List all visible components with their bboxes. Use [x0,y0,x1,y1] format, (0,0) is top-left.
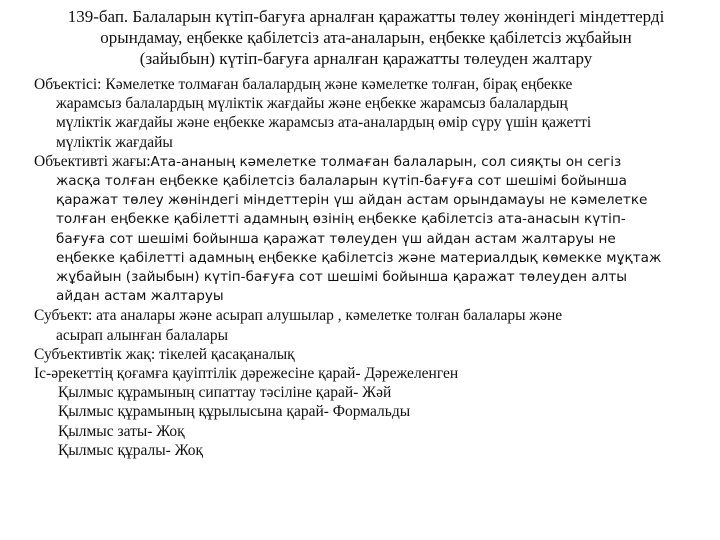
object-line: мүліктік жағдайы [56,133,173,151]
objective-side-line: еңбекке қабілетті адамның еңбекке қабілетсіз және материалдық көмекке мұқтаж [56,249,662,266]
list-item: Қылмыс заты- Жоқ [58,422,185,440]
object-line: жарамсыз балалардың мүліктік жағдайы және еңбекке жарамсыз балалардың [56,95,568,113]
subject-line: Субъект: ата аналары және асырап алушылар , кәмелетке толған балалары және [34,307,563,325]
title-line: (зайыбын) күтіп-бағуға арналған қаражатты төлеуден жалтару [139,49,593,68]
subject-line: асырап алынған балалары [56,326,229,344]
classification-list [34,383,698,460]
title-line: 139-бап. Балаларын күтіп-бағуға арналған қаражатты төлеу жөніндегі міндеттерді [67,7,665,26]
objective-side-line: жұбайын (зайыбын) күтіп-бағуға сот шешімі бойынша қаражат төлеуден алты [56,269,627,286]
objective-side-line: жасқа толған еңбекке қабілетсіз балаларын күтіп-бағуға сот шешімі бойынша [56,173,627,190]
subjective-side-paragraph [34,345,698,364]
public-danger-heading [34,364,698,383]
objective-side-line: қаражат төлеу жөніндегі міндеттерін үш айдан астам орындамауы не кәмелетке [56,192,648,209]
title-line: орындамау, еңбекке қабілетсіз ата-аналарын, еңбекке қабілетсіз жұбайын [100,28,632,47]
objective-side-line: Ата-ананың кәмелетке толмаған балаларын, сол сияқты он сегіз [150,153,622,170]
public-danger-line: Іс-әрекеттің қоғамға қауіптілік дәрежесіне қарай- Дәрежеленген [34,365,459,383]
objective-side-line: айдан астам жалтаруы [56,288,224,305]
objective-side-first-line [34,152,698,172]
subjective-side-line: Субъективтік жақ: тікелей қасақаналық [34,345,295,363]
objective-side-label: Объективті жағы: [34,152,151,170]
list-item: Қылмыс құрамының сипаттау тәсіліне қарай- Жәй [58,384,392,402]
article-title [34,6,698,69]
object-line: Объектісі: Кәмелетке толмаған балалардың және кәмелетке толған, бірақ еңбекке [34,76,573,93]
objective-side-line: толған еңбекке қабілетті адамның өзінің еңбекке қабілетсіз ата-анасын күтіп- [56,211,626,228]
list-item: Қылмыс құралы- Жоқ [58,441,204,459]
list-item: Қылмыс құрамының құрылысына қарай- Формальды [58,403,411,421]
objective-side-paragraph [34,152,698,307]
subject-paragraph [34,306,698,344]
objective-side-line: бағуға сот шешімі бойынша қаражат төлеуден үш айдан астам жалтаруы не [56,230,616,247]
object-paragraph [34,75,698,152]
object-line: мүліктік жағдайы және еңбекке жарамсыз ата-аналардың өмір сүру үшін қажетті [56,114,592,132]
